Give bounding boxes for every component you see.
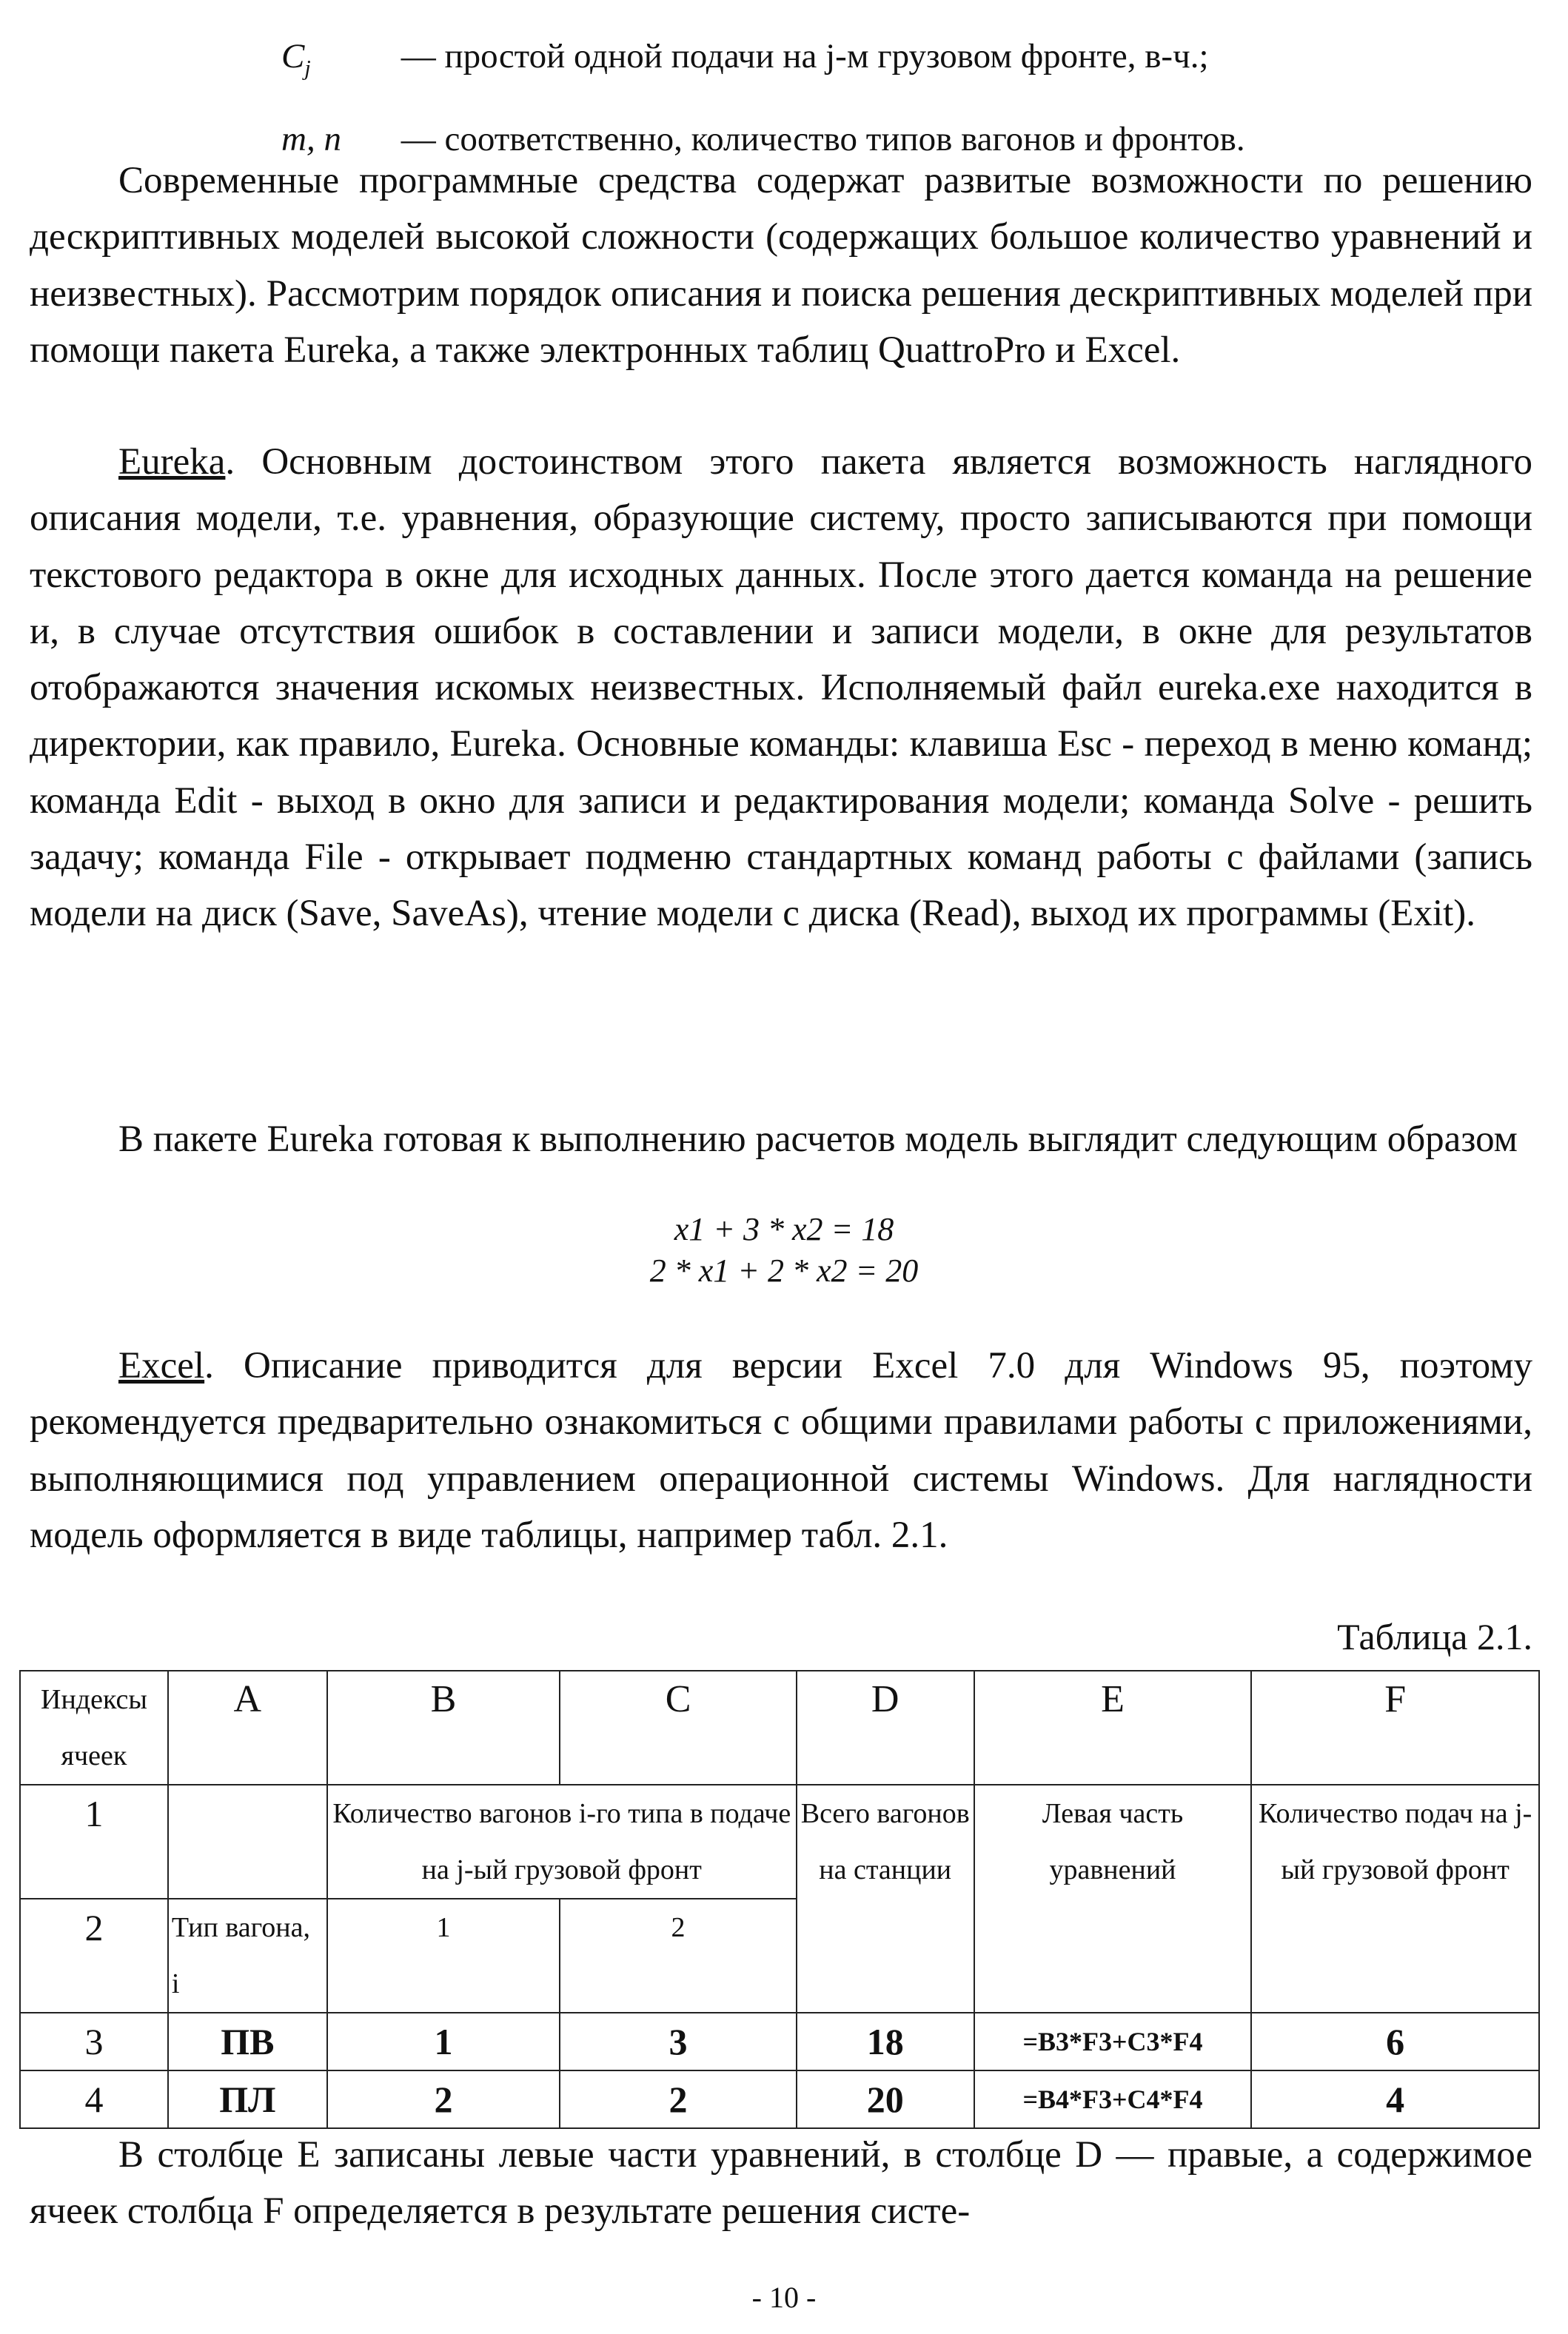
front-2-header: 2	[560, 1899, 797, 2013]
total-wagons-header: Всего вагонов на станции	[797, 1785, 974, 2013]
feeds-count-header: Количество подач на j-ый грузовой фронт	[1251, 1785, 1539, 2013]
eureka-text: . Основным достоинством этого пакета является возможность наглядного описания модели, т.е. уравнения, образующие систему, просто записываются при помощи текстового редактора в окне для исходных данных. После этого дается команда на решение и, в случае отсутствия ошибок в составлении и записи модели, в окне для результатов отображаются значения искомых неизвестных. Исполняемый файл eureka.exe находится в директории, как правило, Eureka. Основные команды: клавиша Esc - переход в меню команд; команда Edit - выход в окно для записи и редактирования модели; команда Solve - решить задачу; команда File - открывает подменю стандартных команд работы с файлами (запись модели на диск (Save, SaveAs), чтение модели с диска (Read), выход их программы (Exit).	[30, 441, 1532, 935]
paragraph-intro: Современные программные средства содержат развитые возможности по решению дескриптивных моделей высокой сложности (содержащих большое количество уравнений и неизвестных). Рассмотрим порядок описания и поиска решения дескриптивных моделей при помощи пакета Eureka, а также электронных таблиц QuattroPro и Excel.	[30, 160, 1532, 371]
paragraph-closing: В столбце E записаны левые части уравнений, в столбце D — правые, а содержимое ячеек столбца F определяется в результате решения систе-	[30, 2134, 1532, 2233]
feeds-count-cell: 4	[1251, 2070, 1539, 2128]
front-1-header: 1	[327, 1899, 560, 2013]
excel-text: . Описание приводится для версии Excel 7.0 для Windows 95, поэтому рекомендуется предварительно ознакомиться с общими правилами работы с приложениями, выполняющимися под управлением операционной системы Windows. Для наглядности модель оформляется в виде таблицы, например табл. 2.1.	[30, 1345, 1532, 1556]
definition-symbol: $C_j$	[281, 37, 311, 81]
excel-model-table	[19, 1670, 1540, 2129]
row-index-cell: 4	[20, 2070, 168, 2128]
column-letter-d: D	[797, 1671, 974, 1785]
feeds-count-cell: 6	[1251, 2013, 1539, 2070]
front-1-count-cell: 1	[327, 2013, 560, 2070]
paragraph-eureka	[30, 434, 1532, 942]
column-letter-f: F	[1251, 1671, 1539, 1785]
left-side-header: Левая часть уравнений	[974, 1785, 1252, 2013]
row-index-cell: 2	[20, 1899, 168, 2013]
equation-1: x1 + 3 * x2 = 18	[674, 1211, 894, 1247]
table-row-1	[20, 1785, 1539, 1899]
excel-heading: Excel	[118, 1345, 205, 1386]
table-row-4	[20, 2070, 1539, 2128]
wagon-type-header: Тип вагона, i	[168, 1899, 327, 2013]
formula-cell: =B3*F3+C3*F4	[974, 2013, 1252, 2070]
definition-text: — простой одной подачи на j-м грузовом фронте, в-ч.;	[401, 37, 1209, 76]
group-header-cell: Количество вагонов i-го типа в подаче на j-ый грузовой фронт	[327, 1785, 797, 1899]
total-wagons-cell: 18	[797, 2013, 974, 2070]
column-letter-b: B	[327, 1671, 560, 1785]
table-caption: Таблица 2.1.	[1337, 1616, 1532, 1657]
definition-symbol: m, n	[281, 120, 341, 159]
total-wagons-cell: 20	[797, 2070, 974, 2128]
paragraph-excel	[30, 1338, 1532, 1563]
table-header-row	[20, 1671, 1539, 1785]
wagon-type-cell: ПЛ	[168, 2070, 327, 2128]
front-2-count-cell: 3	[560, 2013, 797, 2070]
row-index-cell: 3	[20, 2013, 168, 2070]
row-index-cell: 1	[20, 1785, 168, 1899]
column-letter-e: E	[974, 1671, 1252, 1785]
paragraph-eureka-model: В пакете Eureka готовая к выполнению расчетов модель выглядит следующим образом	[118, 1119, 1518, 1160]
front-2-count-cell: 2	[560, 2070, 797, 2128]
wagon-type-cell: ПВ	[168, 2013, 327, 2070]
eureka-heading: Eureka	[118, 441, 226, 483]
definition-text: — соответственно, количество типов вагонов и фронтов.	[401, 120, 1245, 159]
front-1-count-cell: 2	[327, 2070, 560, 2128]
index-header-cell: Индексы ячеек	[20, 1671, 168, 1785]
equation-2: 2 * x1 + 2 * x2 = 20	[649, 1252, 919, 1289]
definition-row	[281, 21, 1540, 104]
equation-block	[0, 1209, 1568, 1292]
table-row-3	[20, 2013, 1539, 2070]
column-letter-c: C	[560, 1671, 797, 1785]
cell-a1	[168, 1785, 327, 1899]
column-letter-a: A	[168, 1671, 327, 1785]
formula-cell: =B4*F3+C4*F4	[974, 2070, 1252, 2128]
page-number: - 10 -	[751, 2281, 817, 2314]
